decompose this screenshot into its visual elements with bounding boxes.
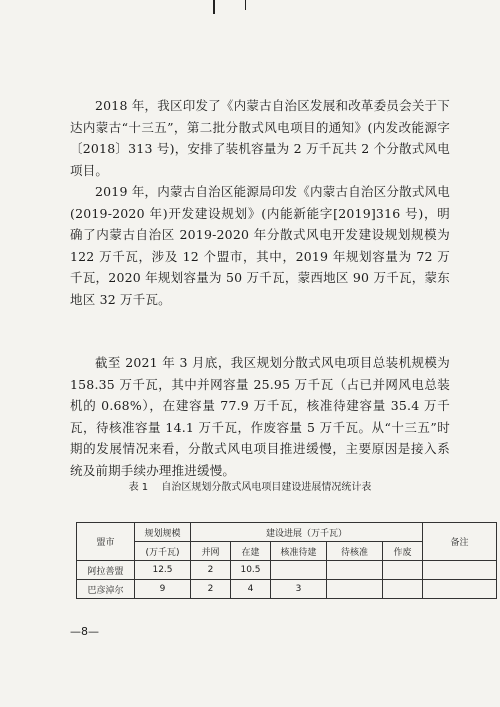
header-planned-scale: 规划规模 (135, 523, 191, 542)
cell-planned: 9 (135, 580, 191, 599)
header-approved: 核准待建 (271, 542, 327, 561)
cell-approved (271, 561, 327, 580)
table-caption (0, 478, 500, 493)
header-pending: 待核准 (327, 542, 383, 561)
cell-approved: 3 (271, 580, 327, 599)
cell-grid: 2 (191, 561, 231, 580)
scan-edge-mark (245, 0, 246, 10)
paragraph-2019: 2019 年，内蒙古自治区能源局印发《内蒙古自治区分散式风电(2019-2020 年)开发建设规划》(内能新能字[2019]316 号)，明确了内蒙古自治区 2019-2020 年分散式风电开发建设规划规模为 122 万千瓦，涉及 12 个盟市，其中，2019 年规划容量为 72 万千瓦，2020 年规划容量为 50 万千瓦，蒙西地区 90 万千瓦，蒙东地区 32 万千瓦。 (70, 184, 450, 307)
scan-edge-mark (213, 0, 215, 14)
header-progress: 建设进展（万千瓦） (191, 523, 423, 542)
cell-pending (327, 561, 383, 580)
cell-city: 阿拉善盟 (77, 561, 135, 580)
cell-grid: 2 (191, 580, 231, 599)
table-caption-title: 自治区规划分散式风电项目建设进展情况统计表 (161, 482, 372, 493)
cell-city: 巴彦淖尔 (77, 580, 135, 599)
table-row (77, 580, 497, 599)
table-row (77, 561, 497, 580)
header-grid: 并网 (191, 542, 231, 561)
paragraph-2018: 2018 年，我区印发了《内蒙古自治区发展和改革委员会关于下达内蒙古“十三五”，第二批分散式风电项目的通知》(内发改能源字〔2018〕313 号)，安排了装机容量为 2 万千瓦共 2 个分散式风电项目。 (70, 98, 450, 178)
cell-building: 4 (231, 580, 271, 599)
cell-remark (423, 580, 497, 599)
header-planned-unit: (万千瓦) (135, 542, 191, 561)
cell-void (383, 580, 423, 599)
header-building: 在建 (231, 542, 271, 561)
cell-planned: 12.5 (135, 561, 191, 580)
cell-remark (423, 561, 497, 580)
cell-pending (327, 580, 383, 599)
progress-statistics-table (76, 522, 497, 599)
header-void: 作废 (383, 542, 423, 561)
paragraph-2021: 截至 2021 年 3 月底，我区规划分散式风电项目总装机规模为 158.35 万千瓦，其中并网容量 25.95 万千瓦（占已并网风电总装机的 0.68%），在建容量 77.9 万千瓦，核准待建容量 35.4 万千瓦，待核准容量 14.1 万千瓦，作废容量 5 万千瓦。从“十三五”时期的发展情况来看，分散式风电项目推进缓慢，主要原因是接入系统及前期手续办理推进缓慢。 (70, 355, 450, 478)
table-caption-number: 表 1 (128, 482, 149, 493)
cell-building: 10.5 (231, 561, 271, 580)
header-city: 盟市 (77, 523, 135, 561)
page-number: —8— (70, 625, 99, 638)
header-remark: 备注 (423, 523, 497, 561)
table-header-row (77, 523, 497, 542)
cell-void (383, 561, 423, 580)
